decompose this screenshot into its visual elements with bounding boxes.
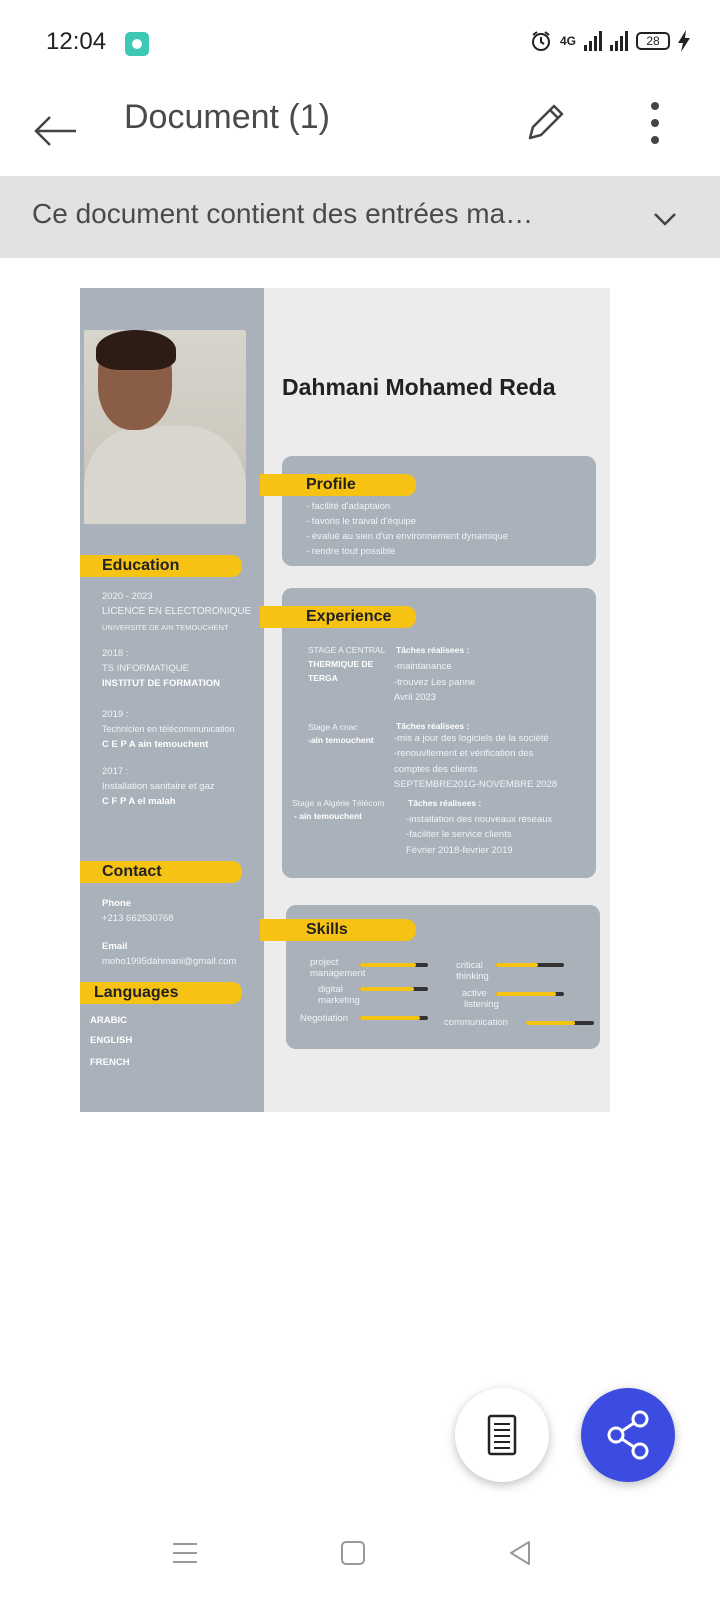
document-page-icon: [455, 1388, 549, 1482]
charging-icon: [678, 30, 690, 52]
exp-tasks-label: Tâches réalisees :: [408, 798, 482, 808]
experience-heading: Experience: [260, 606, 416, 628]
education-heading: Education: [80, 555, 242, 577]
skill-bar: [360, 987, 428, 991]
skill-name: digital: [318, 984, 343, 995]
profile-item: - rendre tout possible: [306, 546, 396, 557]
edu-school: INSTITUT DE FORMATION: [102, 678, 221, 689]
exp-tasks-label: Tâches réalisees :: [396, 645, 470, 655]
signal-icon-2: [610, 31, 628, 51]
exp-task: comptes des clients: [394, 764, 478, 775]
skill-bar: [360, 963, 428, 967]
exp-place: -ain temouchent: [308, 735, 374, 745]
profile-item: - favoris le traival d'équipe: [306, 516, 417, 527]
alarm-icon: [530, 30, 552, 52]
edu-degree: Installation sanitaire et gaz: [102, 781, 215, 792]
skill-name: critical: [456, 960, 483, 971]
exp-task: -faciliter le service clients: [406, 829, 512, 840]
page-view-button[interactable]: [455, 1388, 549, 1482]
network-type: 4G: [559, 34, 576, 48]
status-time: 12:04: [46, 28, 107, 55]
skill-name: marketing: [318, 995, 360, 1006]
languages-heading: Languages: [80, 982, 242, 1004]
edu-school: UNIVERSITE DE AIN TEMOUCHENT: [102, 623, 229, 632]
exp-place: TERGA: [308, 673, 338, 683]
exp-tasks-label: Tâches réalisees :: [396, 721, 470, 731]
exp-task: -renouvllement et vérification des: [394, 748, 534, 759]
skills-heading: Skills: [260, 919, 416, 941]
exp-place: - ain temouchent: [294, 811, 363, 821]
exp-task: Avril 2023: [394, 692, 437, 703]
edu-years: 2019 :: [102, 709, 129, 720]
skill-bar: [496, 992, 564, 996]
skill-name: active: [462, 988, 487, 999]
edu-school: C E P A ain temouchent: [102, 739, 209, 750]
exp-task: -trouvez Les panne: [394, 677, 476, 688]
edu-years: 2018 :: [102, 648, 129, 659]
resume-name: Dahmani Mohamed Reda: [282, 374, 556, 400]
profile-item: - facilité d'adaptaion: [306, 501, 391, 512]
profile-item: - évalué au sien d'un environnement dynamique: [306, 531, 508, 542]
exp-place: Stage A cnac: [308, 722, 358, 732]
email-label: Email: [102, 941, 128, 952]
document-title: Document (1): [124, 98, 330, 136]
profile-heading: Profile: [260, 474, 416, 496]
profile-photo: [84, 330, 246, 524]
document-preview[interactable]: [80, 288, 610, 1112]
contact-heading: Contact: [80, 861, 242, 883]
share-button[interactable]: [581, 1388, 675, 1482]
info-banner[interactable]: [0, 176, 720, 258]
back-triangle-icon[interactable]: [505, 1538, 535, 1568]
edu-degree: LICENCE EN ELECTORONIQUE: [102, 606, 252, 617]
phone-value: +213 662530768: [102, 913, 174, 924]
app-bar: [0, 86, 720, 176]
notification-app-icon: [125, 32, 149, 56]
edu-years: 2017 :: [102, 766, 129, 777]
skill-bar: [360, 1016, 428, 1020]
skill-name: listening: [464, 999, 499, 1010]
edu-degree: Technicien en télécommunication: [102, 724, 235, 734]
more-options-icon[interactable]: [640, 98, 670, 148]
banner-text: Ce document contient des entrées ma…: [32, 198, 534, 229]
language-item: ENGLISH: [90, 1035, 133, 1046]
phone-label: Phone: [102, 898, 132, 909]
system-nav-bar: [0, 1520, 720, 1600]
exp-task: SEPTEMBRE201G-NOVEMBRE 2028: [394, 779, 558, 790]
edu-years: 2020 - 2023: [102, 591, 153, 602]
skill-bar: [526, 1021, 594, 1025]
skill-name: thinking: [456, 971, 489, 982]
skill-name: management: [310, 968, 366, 979]
chevron-down-icon[interactable]: [650, 204, 680, 234]
skill-name: Negotiation: [300, 1013, 349, 1024]
menu-icon[interactable]: [170, 1538, 200, 1568]
language-item: ARABIC: [90, 1015, 127, 1026]
exp-place: Stage a Algérie Télécom: [292, 798, 385, 808]
exp-task: Février 2018-fevrier 2019: [406, 845, 513, 856]
home-icon[interactable]: [338, 1538, 368, 1568]
signal-icon-1: [584, 31, 602, 51]
battery-icon: 28: [636, 32, 670, 50]
skill-name: communication: [444, 1017, 508, 1028]
exp-place: THERMIQUE DE: [308, 659, 374, 669]
edit-pencil-icon[interactable]: [520, 96, 570, 146]
skill-bar: [496, 963, 564, 967]
status-icons: [530, 30, 690, 52]
exp-place: STAGE A CENTRAL: [308, 645, 386, 655]
exp-task: -installation des nouveaux réseaux: [406, 814, 553, 825]
share-icon: [581, 1388, 675, 1482]
exp-task: -maintanance: [394, 661, 452, 672]
edu-degree: TS INFORMATIQUE: [102, 663, 189, 674]
skill-name: project: [310, 957, 339, 968]
edu-school: C F P A el malah: [102, 796, 176, 807]
email-value: moho1995dahmani@gmail.com: [102, 956, 237, 967]
back-arrow-icon[interactable]: [30, 106, 80, 156]
language-item: FRENCH: [90, 1057, 130, 1068]
status-bar: [0, 0, 720, 86]
exp-task: -mis a jour des logiciels de la société: [394, 733, 549, 744]
